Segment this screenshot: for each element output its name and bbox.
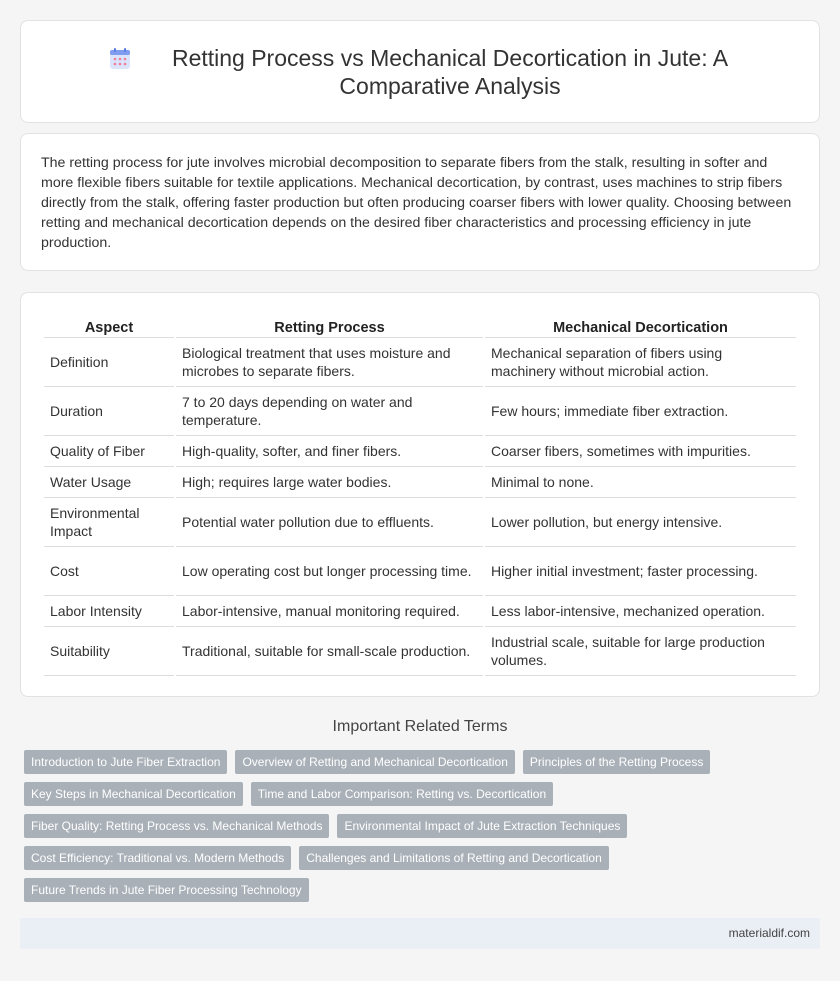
related-term-tag[interactable]: Challenges and Limitations of Retting and Decortication — [299, 846, 609, 870]
table-cell-retting: High-quality, softer, and finer fibers. — [176, 436, 483, 467]
intro-card — [20, 133, 820, 271]
table-row — [44, 627, 796, 676]
table-cell-decortication: Less labor-intensive, mechanized operation. — [485, 596, 796, 627]
table-cell-aspect: Cost — [44, 547, 174, 596]
table-cell-retting: 7 to 20 days depending on water and temperature. — [176, 387, 483, 436]
page-title: Retting Process vs Mechanical Decortication in Jute: A Comparative Analysis — [171, 45, 729, 99]
related-term-tag[interactable]: Cost Efficiency: Traditional vs. Modern Methods — [24, 846, 291, 870]
table-cell-aspect: Quality of Fiber — [44, 436, 174, 467]
footer-site-link[interactable]: materialdif.com — [728, 926, 810, 940]
table-row — [44, 467, 796, 498]
table-cell-retting: Labor-intensive, manual monitoring required. — [176, 596, 483, 627]
column-header-aspect: Aspect — [44, 316, 174, 338]
table-cell-decortication: Industrial scale, suitable for large production volumes. — [485, 627, 796, 676]
table-row — [44, 596, 796, 627]
table-cell-retting: Potential water pollution due to effluents. — [176, 498, 483, 547]
table-cell-retting: Traditional, suitable for small-scale production. — [176, 627, 483, 676]
related-term-tag[interactable]: Environmental Impact of Jute Extraction Techniques — [337, 814, 627, 838]
related-terms-tags — [24, 750, 824, 910]
table-header-row — [44, 316, 796, 338]
table-cell-aspect: Labor Intensity — [44, 596, 174, 627]
intro-paragraph: The retting process for jute involves microbial decomposition to separate fibers from the stalk, resulting in softer and more flexible fibers suitable for textile applications. Mechanical decortication, by contrast, uses machines to strip fibers directly from the stalk, offering faster production but often producing coarser fibers with lower quality. Choosing between retting and mechanical decortication depends on the desired fiber characteristics and processing efficiency in jute production. — [41, 155, 792, 251]
title-card — [20, 20, 820, 123]
table-cell-decortication: Coarser fibers, sometimes with impurities. — [485, 436, 796, 467]
table-cell-decortication: Minimal to none. — [485, 467, 796, 498]
table-cell-retting: Biological treatment that uses moisture and microbes to separate fibers. — [176, 338, 483, 387]
table-cell-aspect: Duration — [44, 387, 174, 436]
table-cell-aspect: Water Usage — [44, 467, 174, 498]
related-term-tag[interactable]: Key Steps in Mechanical Decortication — [24, 782, 243, 806]
column-header-retting: Retting Process — [176, 316, 483, 338]
table-cell-aspect: Definition — [44, 338, 174, 387]
comparison-table — [42, 316, 798, 676]
table-cell-decortication: Few hours; immediate fiber extraction. — [485, 387, 796, 436]
table-cell-decortication: Lower pollution, but energy intensive. — [485, 498, 796, 547]
table-row — [44, 436, 796, 467]
related-term-tag[interactable]: Overview of Retting and Mechanical Decortication — [235, 750, 514, 774]
related-term-tag[interactable]: Introduction to Jute Fiber Extraction — [24, 750, 227, 774]
table-row — [44, 498, 796, 547]
related-term-tag[interactable]: Time and Labor Comparison: Retting vs. Decortication — [251, 782, 553, 806]
table-cell-decortication: Mechanical separation of fibers using machinery without microbial action. — [485, 338, 796, 387]
column-header-decortication: Mechanical Decortication — [485, 316, 796, 338]
related-term-tag[interactable]: Future Trends in Jute Fiber Processing Technology — [24, 878, 309, 902]
table-row — [44, 338, 796, 387]
related-term-tag[interactable]: Fiber Quality: Retting Process vs. Mechanical Methods — [24, 814, 329, 838]
table-cell-retting: Low operating cost but longer processing time. — [176, 547, 483, 596]
table-cell-aspect: Environmental Impact — [44, 498, 174, 547]
table-cell-retting: High; requires large water bodies. — [176, 467, 483, 498]
table-row — [44, 547, 796, 596]
related-terms-title: Important Related Terms — [332, 718, 508, 735]
comparison-table-card — [20, 292, 820, 697]
table-cell-aspect: Suitability — [44, 627, 174, 676]
related-term-tag[interactable]: Principles of the Retting Process — [523, 750, 710, 774]
footer — [20, 918, 820, 949]
table-row — [44, 387, 796, 436]
table-cell-decortication: Higher initial investment; faster processing. — [485, 547, 796, 596]
